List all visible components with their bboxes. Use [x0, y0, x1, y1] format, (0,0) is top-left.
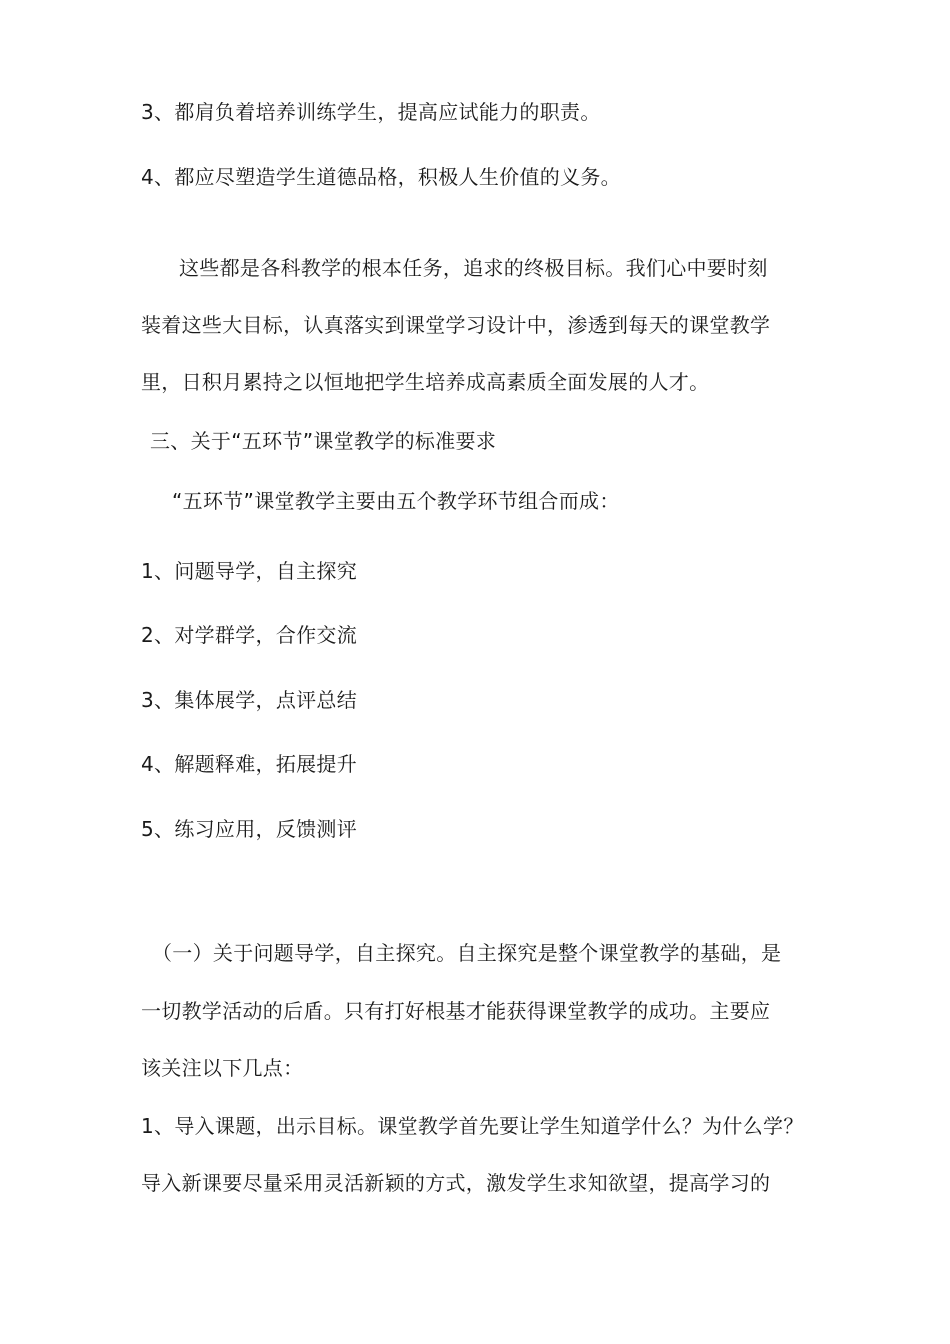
paragraph-line: 这些都是各科教学的根本任务，追求的终极目标。我们心中要时刻 — [179, 256, 768, 280]
section-heading: 三、关于“五环节”课堂教学的标准要求 — [150, 429, 497, 453]
paragraph-line: 装着这些大目标，认真落实到课堂学习设计中，渗透到每天的课堂教学 — [141, 313, 771, 337]
paragraph-line: “五环节”课堂教学主要由五个教学环节组合而成： — [172, 489, 620, 513]
paragraph-line: 一切教学活动的后盾。只有打好根基才能获得课堂教学的成功。主要应 — [141, 999, 771, 1023]
paragraph-line: 导入新课要尽量采用灵活新颖的方式，激发学生求知欲望，提高学习的 — [141, 1171, 771, 1195]
subsection-paragraph-line: （一）关于问题导学，自主探究。自主探究是整个课堂教学的基础，是 — [152, 941, 782, 965]
paragraph-line: 该关注以下几点： — [141, 1056, 304, 1080]
list-item-step-1: 1、问题导学，自主探究 — [141, 559, 358, 583]
list-item-step-4: 4、解题释难，拓展提升 — [141, 752, 358, 776]
paragraph-line: 1、导入课题，出示目标。课堂教学首先要让学生知道学什么？为什么学？ — [141, 1114, 804, 1138]
list-item-step-2: 2、对学群学，合作交流 — [141, 623, 358, 647]
list-item-duty-3: 3、都肩负着培养训练学生，提高应试能力的职责。 — [141, 100, 601, 124]
paragraph-line: 里，日积月累持之以恒地把学生培养成高素质全面发展的人才。 — [141, 370, 710, 394]
list-item-step-3: 3、集体展学，点评总结 — [141, 688, 358, 712]
list-item-step-5: 5、练习应用，反馈测评 — [141, 817, 358, 841]
list-item-duty-4: 4、都应尽塑造学生道德品格，积极人生价值的义务。 — [141, 165, 621, 189]
